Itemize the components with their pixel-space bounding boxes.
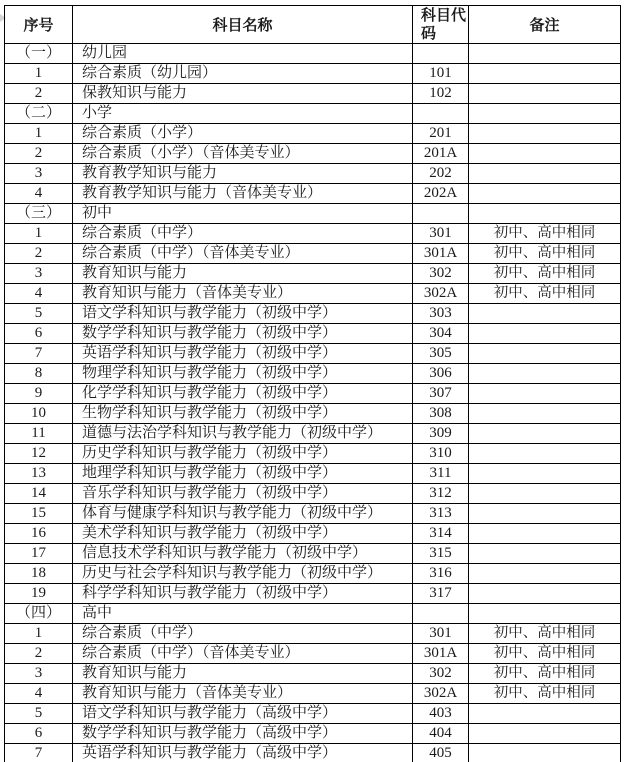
cell-name: 教育教学知识与能力（音体美专业） bbox=[73, 184, 413, 204]
cell-code: 101 bbox=[413, 64, 469, 84]
cell-note: 初中、高中相同 bbox=[469, 264, 621, 284]
cell-note bbox=[469, 484, 621, 504]
cell-note bbox=[469, 424, 621, 444]
cell-name: 语文学科知识与教学能力（高级中学） bbox=[73, 704, 413, 724]
cell-note bbox=[469, 384, 621, 404]
table-row bbox=[5, 744, 621, 762]
cell-code: 201A bbox=[413, 144, 469, 164]
cell-code: 202A bbox=[413, 184, 469, 204]
cell-no: 4 bbox=[5, 684, 73, 704]
cell-name: 综合素质（中学） bbox=[73, 224, 413, 244]
cell-code: 301A bbox=[413, 244, 469, 264]
table-row bbox=[5, 384, 621, 404]
cell-code: 102 bbox=[413, 84, 469, 104]
cell-code bbox=[413, 44, 469, 64]
cell-code: 404 bbox=[413, 724, 469, 744]
cell-note bbox=[469, 404, 621, 424]
cell-no: 4 bbox=[5, 184, 73, 204]
table-row bbox=[5, 484, 621, 504]
cell-no: 10 bbox=[5, 404, 73, 424]
cell-name: 幼儿园 bbox=[73, 44, 413, 64]
cell-no: 12 bbox=[5, 444, 73, 464]
cell-note bbox=[469, 724, 621, 744]
cell-no: 6 bbox=[5, 724, 73, 744]
cell-no: （一） bbox=[5, 44, 73, 64]
cell-code bbox=[413, 104, 469, 124]
cell-no: 2 bbox=[5, 244, 73, 264]
cell-no: 8 bbox=[5, 364, 73, 384]
cell-no: 6 bbox=[5, 324, 73, 344]
table-row bbox=[5, 724, 621, 744]
cell-note bbox=[469, 324, 621, 344]
section-row bbox=[5, 204, 621, 224]
cell-no: 7 bbox=[5, 344, 73, 364]
cell-note bbox=[469, 464, 621, 484]
cell-note bbox=[469, 164, 621, 184]
cell-no: 5 bbox=[5, 704, 73, 724]
table-row bbox=[5, 224, 621, 244]
cell-name: 初中 bbox=[73, 204, 413, 224]
table-row bbox=[5, 684, 621, 704]
cell-name: 教育知识与能力（音体美专业） bbox=[73, 284, 413, 304]
cell-name: 英语学科知识与教学能力（高级中学） bbox=[73, 744, 413, 762]
cell-name: 数学学科知识与教学能力（初级中学） bbox=[73, 324, 413, 344]
table-row bbox=[5, 464, 621, 484]
header-row bbox=[5, 6, 621, 44]
cell-name: 音乐学科知识与教学能力（初级中学） bbox=[73, 484, 413, 504]
cell-note bbox=[469, 304, 621, 324]
cell-no: 13 bbox=[5, 464, 73, 484]
cell-code: 301 bbox=[413, 224, 469, 244]
cell-no: 9 bbox=[5, 384, 73, 404]
section-row bbox=[5, 604, 621, 624]
cell-name: 综合素质（小学） bbox=[73, 124, 413, 144]
cell-no: 4 bbox=[5, 284, 73, 304]
cell-name: 综合素质（小学）（音体美专业） bbox=[73, 144, 413, 164]
cell-code: 201 bbox=[413, 124, 469, 144]
cell-code: 311 bbox=[413, 464, 469, 484]
table-row bbox=[5, 64, 621, 84]
table-row bbox=[5, 564, 621, 584]
cell-code: 313 bbox=[413, 504, 469, 524]
table-row bbox=[5, 244, 621, 264]
table-row bbox=[5, 184, 621, 204]
cell-name: 综合素质（幼儿园） bbox=[73, 64, 413, 84]
table-row bbox=[5, 324, 621, 344]
cell-note bbox=[469, 504, 621, 524]
cell-name: 教育知识与能力（音体美专业） bbox=[73, 684, 413, 704]
cell-code: 302A bbox=[413, 684, 469, 704]
cell-name: 综合素质（中学）（音体美专业） bbox=[73, 244, 413, 264]
cell-code bbox=[413, 604, 469, 624]
cell-note bbox=[469, 444, 621, 464]
cell-no: 1 bbox=[5, 224, 73, 244]
table-row bbox=[5, 544, 621, 564]
cell-note bbox=[469, 84, 621, 104]
cell-no: 5 bbox=[5, 304, 73, 324]
header-subject-name: 科目名称 bbox=[73, 6, 413, 44]
header-subject-code: 科目代码 bbox=[413, 6, 469, 44]
cell-name: 教育知识与能力 bbox=[73, 264, 413, 284]
table-row bbox=[5, 644, 621, 664]
cell-name: 综合素质（中学） bbox=[73, 624, 413, 644]
cell-note bbox=[469, 544, 621, 564]
cell-name: 小学 bbox=[73, 104, 413, 124]
cell-name: 化学学科知识与教学能力（初级中学） bbox=[73, 384, 413, 404]
cell-note bbox=[469, 64, 621, 84]
table-row bbox=[5, 84, 621, 104]
cell-no: 7 bbox=[5, 744, 73, 762]
subject-table-body bbox=[5, 44, 621, 762]
cell-note bbox=[469, 124, 621, 144]
cell-note bbox=[469, 104, 621, 124]
cell-note: 初中、高中相同 bbox=[469, 644, 621, 664]
section-row bbox=[5, 44, 621, 64]
cell-no: 2 bbox=[5, 84, 73, 104]
cell-note bbox=[469, 204, 621, 224]
cell-no: 3 bbox=[5, 164, 73, 184]
cell-no: 2 bbox=[5, 644, 73, 664]
exam-subject-table bbox=[4, 5, 621, 762]
cell-no: 2 bbox=[5, 144, 73, 164]
cell-code: 302 bbox=[413, 664, 469, 684]
table-header bbox=[5, 6, 621, 44]
table-row bbox=[5, 664, 621, 684]
cell-code: 315 bbox=[413, 544, 469, 564]
table-row bbox=[5, 504, 621, 524]
cell-name: 体育与健康学科知识与教学能力（初级中学） bbox=[73, 504, 413, 524]
cell-code: 308 bbox=[413, 404, 469, 424]
cell-code: 316 bbox=[413, 564, 469, 584]
cell-no: 1 bbox=[5, 624, 73, 644]
cell-note bbox=[469, 604, 621, 624]
table-row bbox=[5, 124, 621, 144]
header-serial-number: 序号 bbox=[5, 6, 73, 44]
cell-code: 304 bbox=[413, 324, 469, 344]
cell-name: 历史与社会学科知识与教学能力（初级中学） bbox=[73, 564, 413, 584]
cell-code: 305 bbox=[413, 344, 469, 364]
cell-note bbox=[469, 704, 621, 724]
cell-code: 303 bbox=[413, 304, 469, 324]
cell-note: 初中、高中相同 bbox=[469, 224, 621, 244]
cell-name: 历史学科知识与教学能力（初级中学） bbox=[73, 444, 413, 464]
table-row bbox=[5, 704, 621, 724]
cell-no: 11 bbox=[5, 424, 73, 444]
cell-note bbox=[469, 344, 621, 364]
cell-code: 202 bbox=[413, 164, 469, 184]
cell-note bbox=[469, 44, 621, 64]
cell-code: 314 bbox=[413, 524, 469, 544]
cell-name: 高中 bbox=[73, 604, 413, 624]
section-row bbox=[5, 104, 621, 124]
cell-name: 科学学科知识与教学能力（初级中学） bbox=[73, 584, 413, 604]
cell-note: 初中、高中相同 bbox=[469, 664, 621, 684]
table-row bbox=[5, 524, 621, 544]
cell-no: 3 bbox=[5, 664, 73, 684]
cell-note bbox=[469, 144, 621, 164]
cell-no: （四） bbox=[5, 604, 73, 624]
cell-no: 14 bbox=[5, 484, 73, 504]
table-row bbox=[5, 624, 621, 644]
cell-code: 301 bbox=[413, 624, 469, 644]
cell-no: 1 bbox=[5, 64, 73, 84]
cell-code: 405 bbox=[413, 744, 469, 762]
table-row bbox=[5, 304, 621, 324]
table-row bbox=[5, 284, 621, 304]
cell-name: 保教知识与能力 bbox=[73, 84, 413, 104]
cell-note bbox=[469, 524, 621, 544]
cell-code: 317 bbox=[413, 584, 469, 604]
table-row bbox=[5, 164, 621, 184]
cell-name: 生物学科知识与教学能力（初级中学） bbox=[73, 404, 413, 424]
cell-code: 302A bbox=[413, 284, 469, 304]
table-row bbox=[5, 444, 621, 464]
table-row bbox=[5, 404, 621, 424]
cell-note bbox=[469, 364, 621, 384]
cell-note: 初中、高中相同 bbox=[469, 684, 621, 704]
table-row bbox=[5, 424, 621, 444]
cell-no: 16 bbox=[5, 524, 73, 544]
cell-code: 312 bbox=[413, 484, 469, 504]
cell-code: 403 bbox=[413, 704, 469, 724]
cell-note: 初中、高中相同 bbox=[469, 244, 621, 264]
table-row bbox=[5, 344, 621, 364]
table-row bbox=[5, 264, 621, 284]
table-row bbox=[5, 364, 621, 384]
cell-name: 教育知识与能力 bbox=[73, 664, 413, 684]
header-remarks: 备注 bbox=[469, 6, 621, 44]
cell-name: 英语学科知识与教学能力（初级中学） bbox=[73, 344, 413, 364]
table-row bbox=[5, 584, 621, 604]
cell-code bbox=[413, 204, 469, 224]
cell-name: 综合素质（中学）（音体美专业） bbox=[73, 644, 413, 664]
cell-code: 310 bbox=[413, 444, 469, 464]
cell-code: 306 bbox=[413, 364, 469, 384]
cell-no: 15 bbox=[5, 504, 73, 524]
cell-code: 307 bbox=[413, 384, 469, 404]
cell-no: （二） bbox=[5, 104, 73, 124]
cell-no: 17 bbox=[5, 544, 73, 564]
cell-code: 302 bbox=[413, 264, 469, 284]
cell-name: 道德与法治学科知识与教学能力（初级中学） bbox=[73, 424, 413, 444]
cell-note bbox=[469, 564, 621, 584]
cell-note bbox=[469, 184, 621, 204]
cell-name: 语文学科知识与教学能力（初级中学） bbox=[73, 304, 413, 324]
cell-note: 初中、高中相同 bbox=[469, 624, 621, 644]
cell-name: 数学学科知识与教学能力（高级中学） bbox=[73, 724, 413, 744]
cell-note bbox=[469, 584, 621, 604]
cell-name: 教育教学知识与能力 bbox=[73, 164, 413, 184]
cell-name: 地理学科知识与教学能力（初级中学） bbox=[73, 464, 413, 484]
cell-code: 309 bbox=[413, 424, 469, 444]
cell-name: 信息技术学科知识与教学能力（初级中学） bbox=[73, 544, 413, 564]
cell-note: 初中、高中相同 bbox=[469, 284, 621, 304]
cell-no: 18 bbox=[5, 564, 73, 584]
cell-no: 19 bbox=[5, 584, 73, 604]
cell-code: 301A bbox=[413, 644, 469, 664]
cell-no: 3 bbox=[5, 264, 73, 284]
cell-name: 美术学科知识与教学能力（初级中学） bbox=[73, 524, 413, 544]
cell-no: （三） bbox=[5, 204, 73, 224]
cell-note bbox=[469, 744, 621, 762]
table-row bbox=[5, 144, 621, 164]
cell-no: 1 bbox=[5, 124, 73, 144]
cell-name: 物理学科知识与教学能力（初级中学） bbox=[73, 364, 413, 384]
